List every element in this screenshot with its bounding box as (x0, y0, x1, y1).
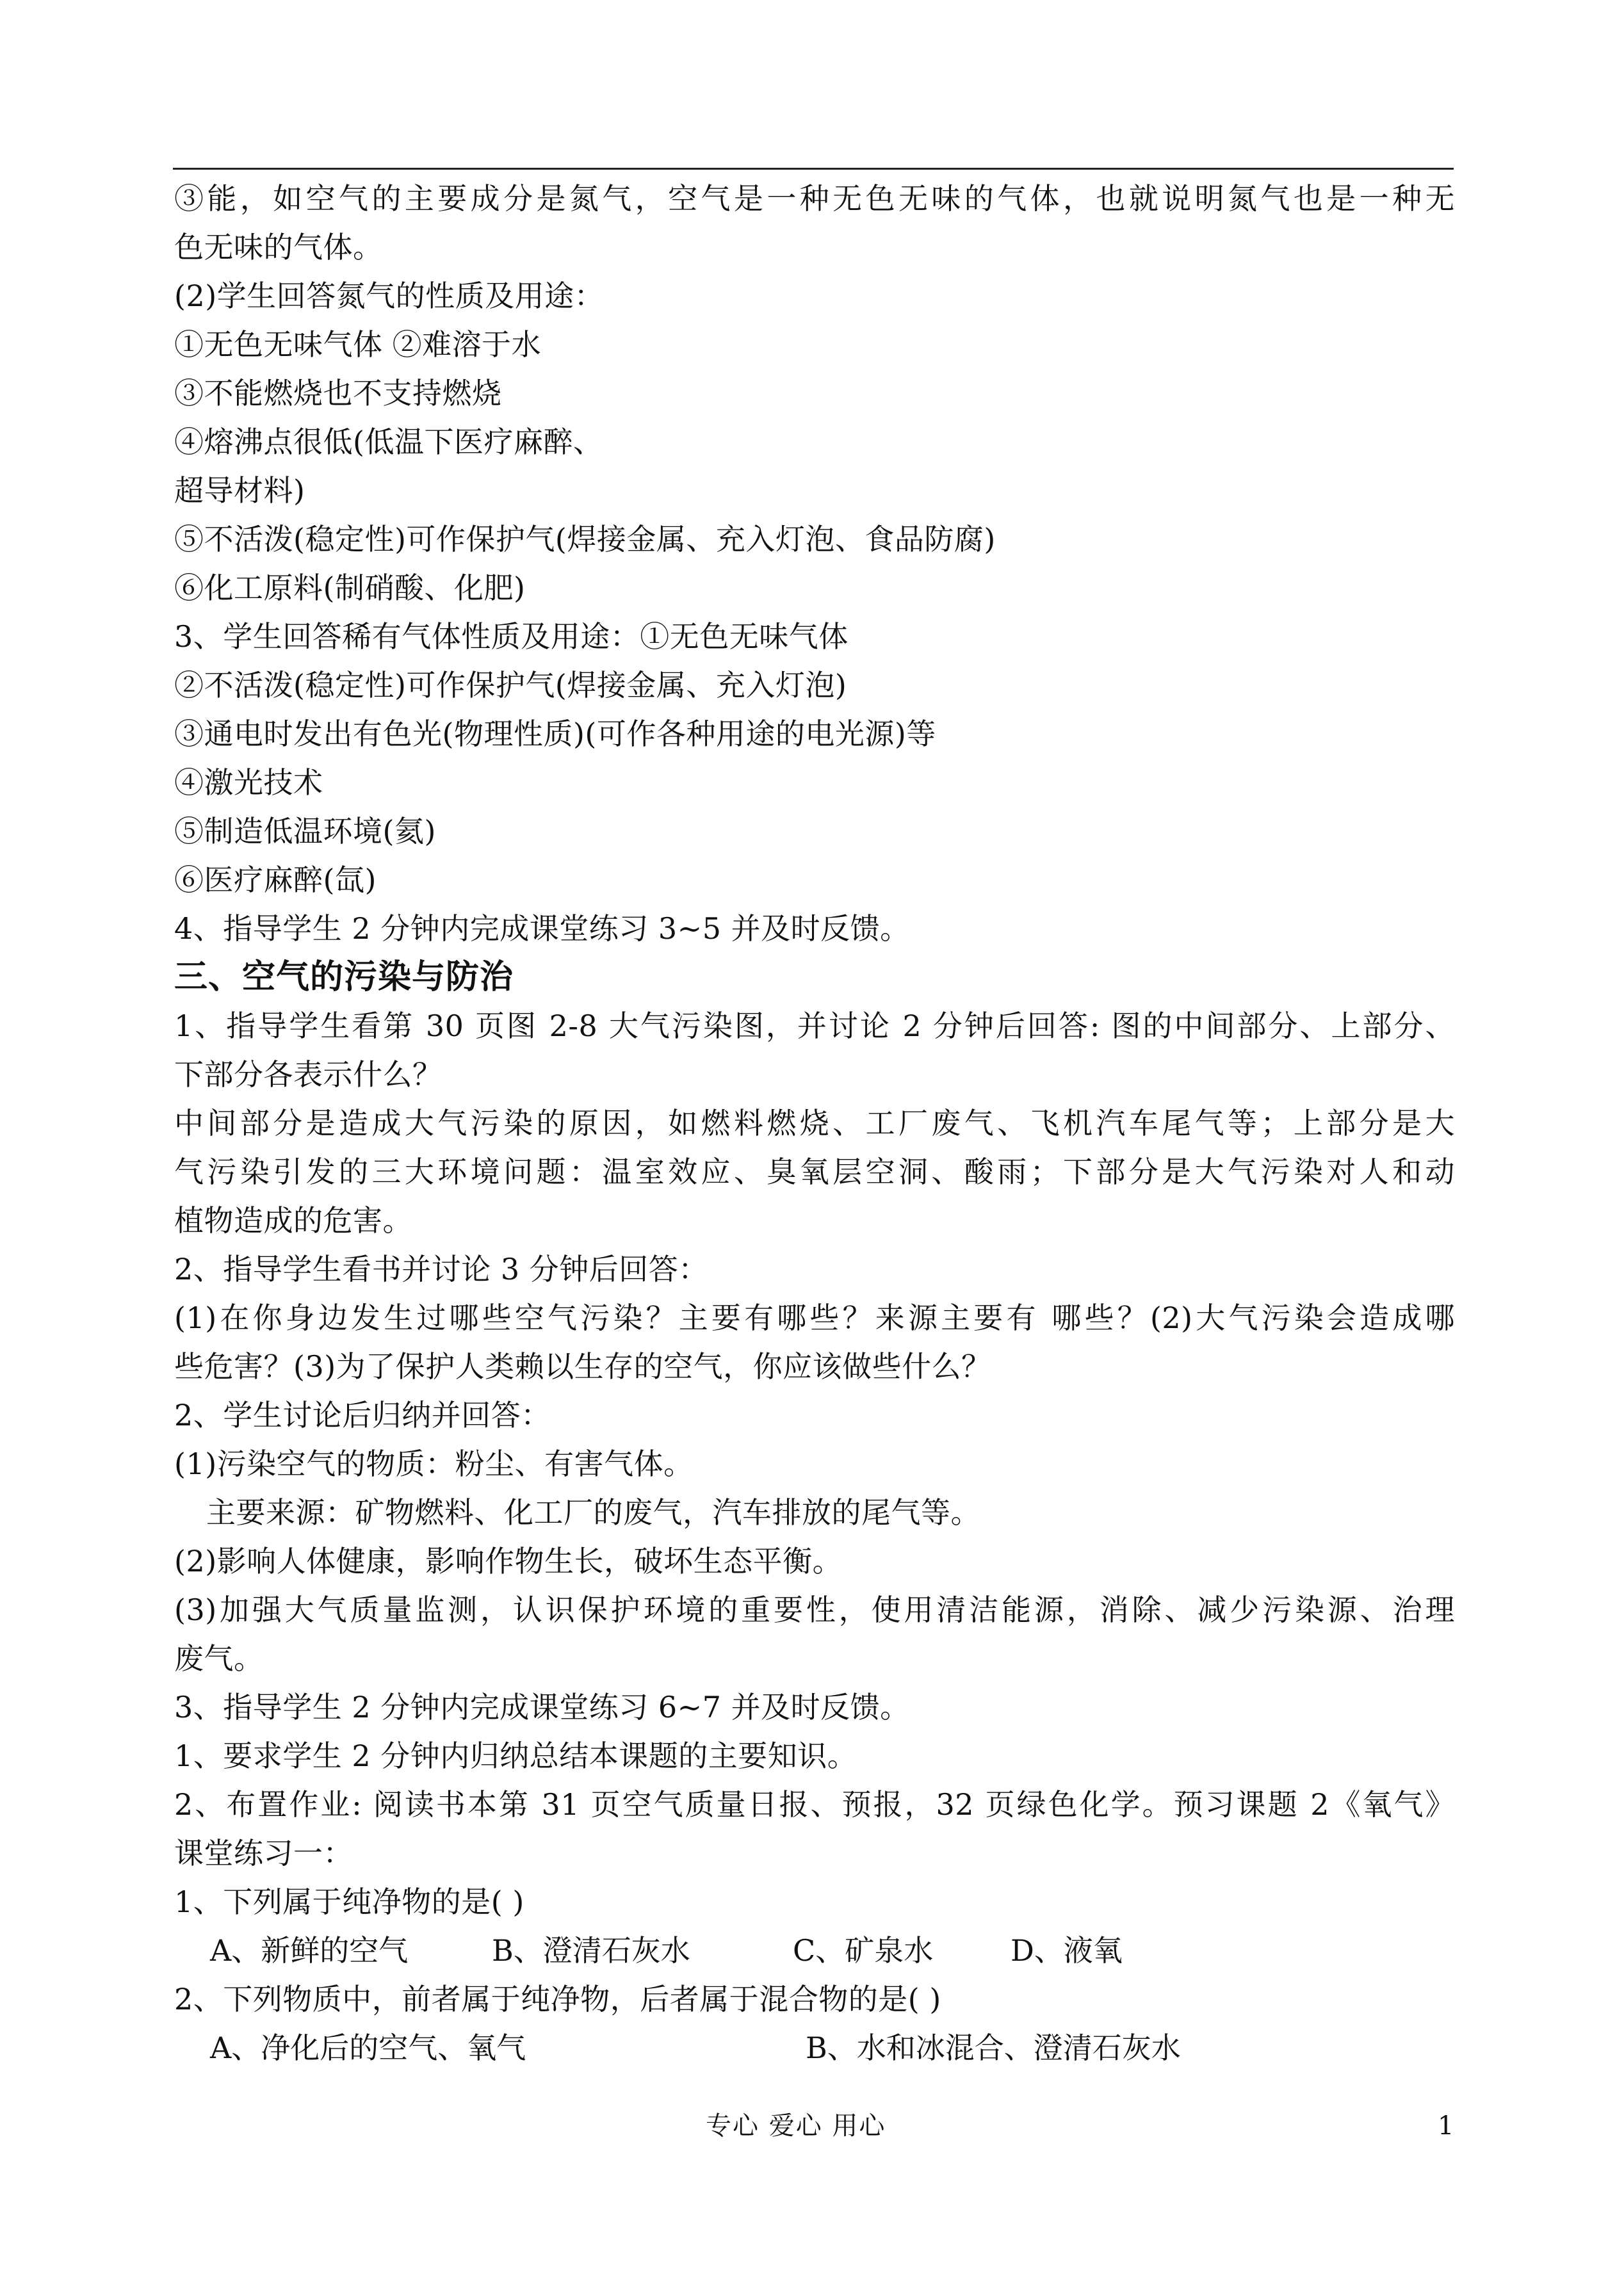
text-line: 1、指导学生看第 30 页图 2-8 大气污染图，并讨论 2 分钟后回答: 图的中间部分、上部分、 (174, 1009, 1455, 1043)
question-stem: 1、下列属于纯净物的是( ) (174, 1885, 524, 1919)
text-line: 3、学生回答稀有气体性质及用途：①无色无味气体 (174, 619, 849, 654)
continued-text-block (174, 174, 1455, 953)
page-content (174, 174, 1455, 2072)
text-line: 课堂练习一： (174, 1836, 353, 1870)
text-line: 中间部分是造成大气污染的原因，如燃料燃烧、工厂废气、飞机汽车尾气等；上部分是大 (174, 1106, 1455, 1140)
option-c: C、矿泉水 (793, 1933, 934, 1968)
text-line: ⑥化工原料(制硝酸、化肥) (174, 571, 526, 605)
option-a: A、新鲜的空气 (210, 1933, 409, 1968)
text-line: 2、学生讨论后归纳并回答： (174, 1398, 551, 1432)
text-line: ①无色无味气体 ②难溶于水 (174, 327, 542, 362)
question-2 (174, 1975, 1455, 2072)
text-line: ④熔沸点很低(低温下医疗麻醉、 (174, 425, 603, 459)
text-line: 4、指导学生 2 分钟内完成课堂练习 3~5 并及时反馈。 (174, 911, 910, 946)
text-line: 些危害？(3)为了保护人类赖以生存的空气，你应该做些什么？ (174, 1349, 991, 1384)
text-line: (1)在你身边发生过哪些空气污染？主要有哪些？来源主要有 哪些？(2)大气污染会造成哪 (174, 1301, 1455, 1335)
text-line: 主要来源：矿物燃料、化工厂的废气，汽车排放的尾气等。 (206, 1495, 980, 1530)
text-line: (1)污染空气的物质：粉尘、有害气体。 (174, 1447, 694, 1481)
page-number: 1 (1438, 2111, 1454, 2141)
question-options (174, 2023, 1455, 2072)
question-1 (174, 1877, 1455, 1975)
text-line: 下部分各表示什么？ (174, 1057, 443, 1092)
question-options (174, 1926, 1455, 1975)
text-line: (2)影响人体健康，影响作物生长，破坏生态平衡。 (174, 1544, 843, 1578)
section-text-block (174, 1002, 1455, 1877)
text-line: 植物造成的危害。 (174, 1203, 412, 1238)
text-line: 1、要求学生 2 分钟内归纳总结本课题的主要知识。 (174, 1739, 857, 1773)
text-line: (3)加强大气质量监测，认识保护环境的重要性，使用清洁能源，消除、减少污染源、治理 (174, 1593, 1455, 1627)
header-rule (173, 168, 1454, 170)
text-line: ⑤不活泼(稳定性)可作保护气(焊接金属、充入灯泡、食品防腐) (174, 522, 996, 556)
section-heading: 三、空气的污染与防治 (174, 957, 514, 996)
question-stem: 2、下列物质中，前者属于纯净物，后者属于混合物的是( ) (174, 1982, 941, 2016)
text-line: 3、指导学生 2 分钟内完成课堂练习 6~7 并及时反馈。 (174, 1690, 910, 1724)
text-line: ②不活泼(稳定性)可作保护气(焊接金属、充入灯泡) (174, 668, 847, 702)
text-line: ③不能燃烧也不支持燃烧 (174, 376, 502, 410)
text-line: 色无味的气体。 (174, 230, 383, 264)
page-footer (0, 2107, 1624, 2145)
option-b: B、澄清石灰水 (492, 1933, 690, 1968)
option-a: A、净化后的空气、氧气 (210, 2031, 526, 2065)
text-line: (2)学生回答氮气的性质及用途： (174, 279, 605, 313)
footer-motto: 专心 爱心 用心 (706, 2111, 886, 2141)
text-line: 超导材料) (174, 473, 305, 508)
option-b: B、水和冰混合、澄清石灰水 (806, 2031, 1181, 2065)
text-line: ③能，如空气的主要成分是氮气，空气是一种无色无味的气体，也就说明氮气也是一种无 (174, 181, 1455, 216)
text-line: ③通电时发出有色光(物理性质)(可作各种用途的电光源)等 (174, 717, 936, 751)
text-line: 2、指导学生看书并讨论 3 分钟后回答： (174, 1252, 708, 1286)
text-line: 2、布置作业: 阅读书本第 31 页空气质量日报、预报，32 页绿色化学。预习课题 2《氧气》 (174, 1787, 1455, 1822)
text-line: ④激光技术 (174, 765, 323, 800)
text-line: 气污染引发的三大环境问题：温室效应、臭氧层空洞、酸雨；下部分是大气污染对人和动 (174, 1155, 1455, 1189)
text-line: ⑥医疗麻醉(氙) (174, 863, 377, 897)
text-line: ⑤制造低温环境(氦) (174, 814, 436, 848)
option-d: D、液氧 (1011, 1933, 1123, 1968)
text-line: 废气。 (174, 1641, 264, 1676)
